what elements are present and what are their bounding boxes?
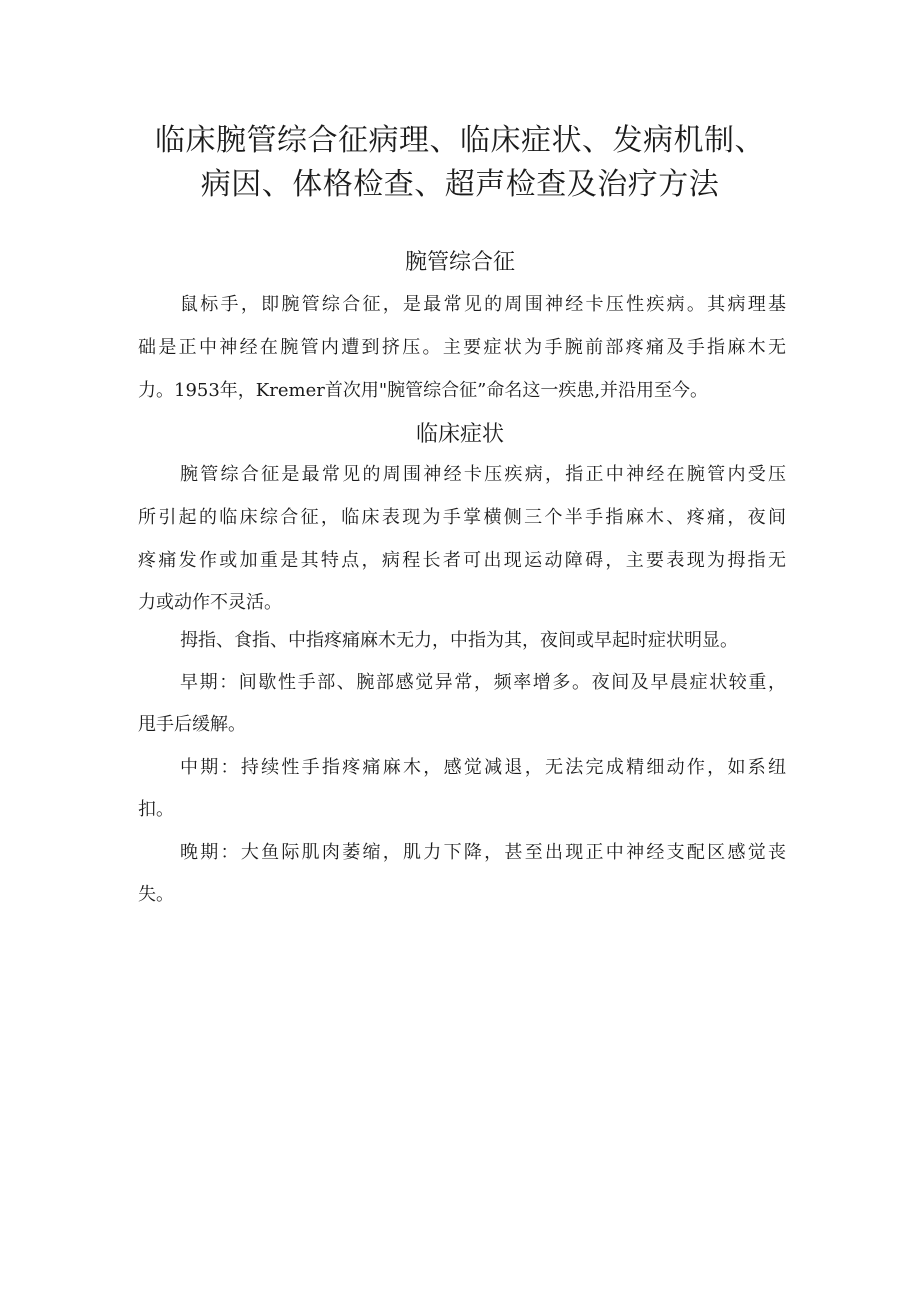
late-stage-line: 晚期：大鱼际肌肉萎缩，肌力下降，甚至出现正中神经支配区感觉丧: [180, 842, 786, 863]
intro-paragraph-line: 础是正中神经在腕管内遭到挤压。主要症状为手腕前部疼痛及手指麻木无: [138, 337, 786, 358]
late-stage-line: 失。: [138, 884, 174, 905]
symptoms-paragraph-line: 所引起的临床综合征，临床表现为手掌横侧三个半手指麻木、疼痛，夜间: [138, 507, 786, 528]
symptoms-paragraph-line: 力或动作不灵活。: [138, 592, 282, 613]
finger-symptoms-line: 拇指、食指、中指疼痛麻木无力，中指为其，夜间或早起时症状明显。: [180, 630, 738, 651]
symptoms-paragraph-line: 疼痛发作或加重是其特点，病程长者可出现运动障碍，主要表现为拇指无: [138, 550, 786, 571]
symptoms-paragraph-line: 腕管综合征是最常见的周围神经卡压疾病，指正中神经在腕管内受压: [180, 464, 786, 485]
section-heading-carpal-tunnel: 腕管综合征: [404, 250, 515, 275]
section-heading-clinical-symptoms: 临床症状: [415, 422, 504, 447]
intro-paragraph-line: 鼠标手，即腕管综合征，是最常见的周围神经卡压性疾病。其病理基: [180, 294, 786, 315]
document-title-line-2: 病因、体格检查、超声检查及治疗方法: [200, 167, 720, 202]
document-title-line-1: 临床腕管综合征病理、临床症状、发病机制、: [155, 123, 765, 158]
early-stage-line: 甩手后缓解。: [138, 714, 246, 735]
middle-stage-line: 扣。: [138, 799, 174, 820]
middle-stage-line: 中期：持续性手指疼痛麻木，感觉减退，无法完成精细动作，如系纽: [180, 757, 786, 778]
early-stage-line: 早期：间歇性手部、腕部感觉异常，频率增多。夜间及早晨症状较重，: [180, 672, 786, 693]
intro-paragraph-line: 力。1953年，Kremer首次用"腕管综合征”命名这一疾患,并沿用至今。: [138, 380, 709, 401]
